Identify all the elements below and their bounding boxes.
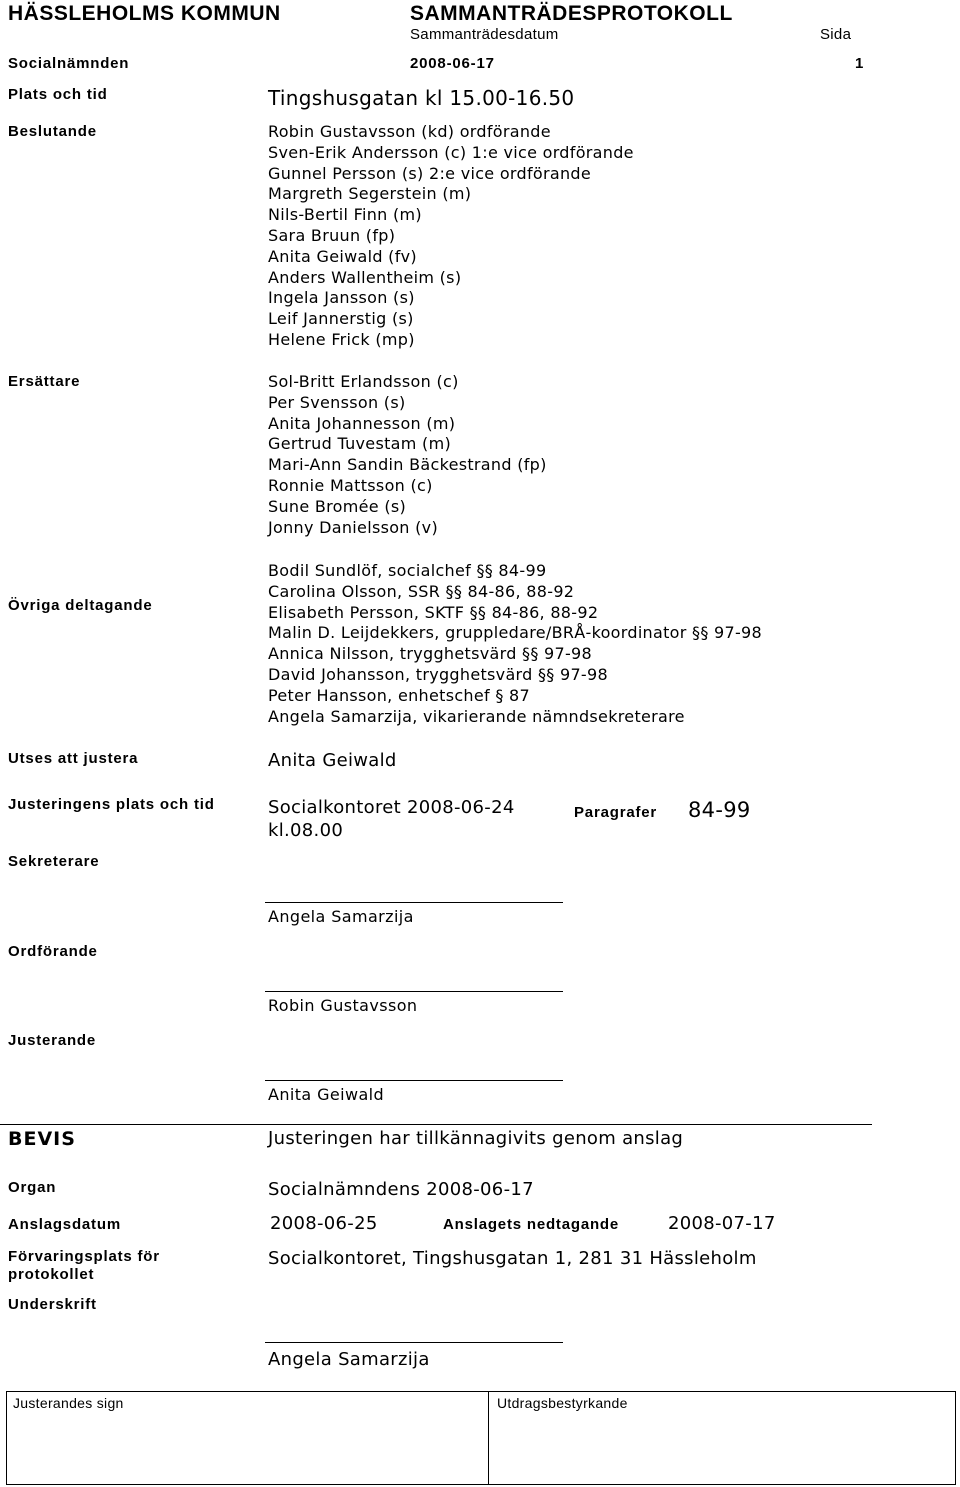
list-item: Sune Bromée (s) <box>268 496 407 516</box>
list-item: Mari-Ann Sandin Bäckestrand (fp) <box>268 455 547 475</box>
storage-label-line1: Förvaringsplats för <box>8 1248 160 1265</box>
secretary-name: Angela Samarzija <box>268 907 414 926</box>
chair-label: Ordförande <box>8 943 98 960</box>
co-adjuster-label: Justerande <box>8 1032 97 1049</box>
list-item: Helene Frick (mp) <box>268 329 415 349</box>
list-item: Gertrud Tuvestam (m) <box>268 434 452 454</box>
adjuster-signature-line <box>265 1080 563 1081</box>
adjuster-sign-label: Justerandes sign <box>13 1395 124 1411</box>
posted-date-value: 2008-06-25 <box>270 1213 378 1234</box>
list-item: Angela Samarzija, vikarierande nämndsekreterare <box>268 706 685 726</box>
certified-extract-label: Utdragsbestyrkande <box>497 1395 628 1411</box>
adjustment-label: Justeringens plats och tid <box>8 796 215 813</box>
certificate-statement: Justeringen har tillkännagivits genom anslag <box>268 1128 684 1149</box>
removal-date-label: Anslagets nedtagande <box>443 1216 620 1233</box>
chair-signature-line <box>265 991 563 992</box>
secretary-signature-line <box>265 902 563 903</box>
footer-divider <box>488 1391 489 1485</box>
list-item: Jonny Danielsson (v) <box>268 517 438 537</box>
paragraphs-label: Paragrafer <box>574 804 658 821</box>
list-item: Anders Wallentheim (s) <box>268 267 462 287</box>
substitutes-list <box>268 372 547 538</box>
decision-makers-list <box>268 122 634 351</box>
paragraphs-value: 84-99 <box>688 798 751 822</box>
meeting-date-label: Sammanträdesdatum <box>410 26 559 43</box>
list-item: Sven-Erik Andersson (c) 1:e vice ordförande <box>268 142 634 162</box>
storage-label-line2: protokollet <box>8 1266 95 1283</box>
certificate-signature-name: Angela Samarzija <box>268 1349 430 1370</box>
adjuster-label: Utses att justera <box>8 750 139 767</box>
posted-date-label: Anslagsdatum <box>8 1216 121 1233</box>
list-item: Bodil Sundlöf, socialchef §§ 84-99 <box>268 561 547 580</box>
list-item: Carolina Olsson, SSR §§ 84-86, 88-92 <box>268 581 575 601</box>
adjuster-value: Anita Geiwald <box>268 750 397 771</box>
list-item: Ingela Jansson (s) <box>268 288 415 308</box>
list-item: Gunnel Persson (s) 2:e vice ordförande <box>268 163 592 183</box>
list-item: Ronnie Mattsson (c) <box>268 475 433 495</box>
list-item: Anita Geiwald (fv) <box>268 246 417 266</box>
storage-value: Socialkontoret, Tingshusgatan 1, 281 31 Hässleholm <box>268 1248 757 1269</box>
adjustment-value-line1: Socialkontoret 2008-06-24 <box>268 797 515 818</box>
list-item: Sol-Britt Erlandsson (c) <box>268 372 459 391</box>
others-label: Övriga deltagande <box>8 597 153 614</box>
adjustment-value-line2: kl.08.00 <box>268 820 344 841</box>
others-list <box>268 561 762 727</box>
removal-date-value: 2008-07-17 <box>668 1213 776 1234</box>
certificate-top-rule <box>0 1124 872 1125</box>
footer-box <box>6 1391 956 1485</box>
page-label: Sida <box>820 26 852 43</box>
list-item: Anita Johannesson (m) <box>268 413 456 433</box>
list-item: Per Svensson (s) <box>268 392 406 412</box>
committee-name: Socialnämnden <box>8 55 130 72</box>
list-item: Elisabeth Persson, SKTF §§ 84-86, 88-92 <box>268 602 599 622</box>
list-item: Peter Hansson, enhetschef § 87 <box>268 685 530 705</box>
list-item: Nils-Bertil Finn (m) <box>268 205 422 225</box>
list-item: David Johansson, trygghetsvärd §§ 97-98 <box>268 664 608 684</box>
list-item: Annica Nilsson, trygghetsvärd §§ 97-98 <box>268 644 593 664</box>
list-item: Leif Jannerstig (s) <box>268 309 414 329</box>
decision-makers-label: Beslutande <box>8 123 97 140</box>
signature-label: Underskrift <box>8 1296 97 1313</box>
organ-label: Organ <box>8 1179 57 1196</box>
place-label: Plats och tid <box>8 86 108 103</box>
secretary-label: Sekreterare <box>8 853 100 870</box>
municipality-name: HÄSSLEHOLMS KOMMUN <box>8 2 281 25</box>
chair-name: Robin Gustavsson <box>268 996 418 1015</box>
substitutes-label: Ersättare <box>8 373 81 390</box>
list-item: Robin Gustavsson (kd) ordförande <box>268 122 551 141</box>
list-item: Sara Bruun (fp) <box>268 225 396 245</box>
document-type: SAMMANTRÄDESPROTOKOLL <box>410 2 733 25</box>
meeting-date: 2008-06-17 <box>410 55 495 72</box>
page-number: 1 <box>855 55 865 72</box>
list-item: Malin D. Leijdekkers, gruppledare/BRÅ-koordinator §§ 97-98 <box>268 623 763 643</box>
certificate-signature-line <box>265 1342 563 1343</box>
adjuster-name: Anita Geiwald <box>268 1085 385 1104</box>
certificate-title: BEVIS <box>8 1128 76 1150</box>
list-item: Margreth Segerstein (m) <box>268 184 472 204</box>
place-value: Tingshusgatan kl 15.00-16.50 <box>268 86 575 110</box>
organ-value: Socialnämndens 2008-06-17 <box>268 1179 534 1200</box>
